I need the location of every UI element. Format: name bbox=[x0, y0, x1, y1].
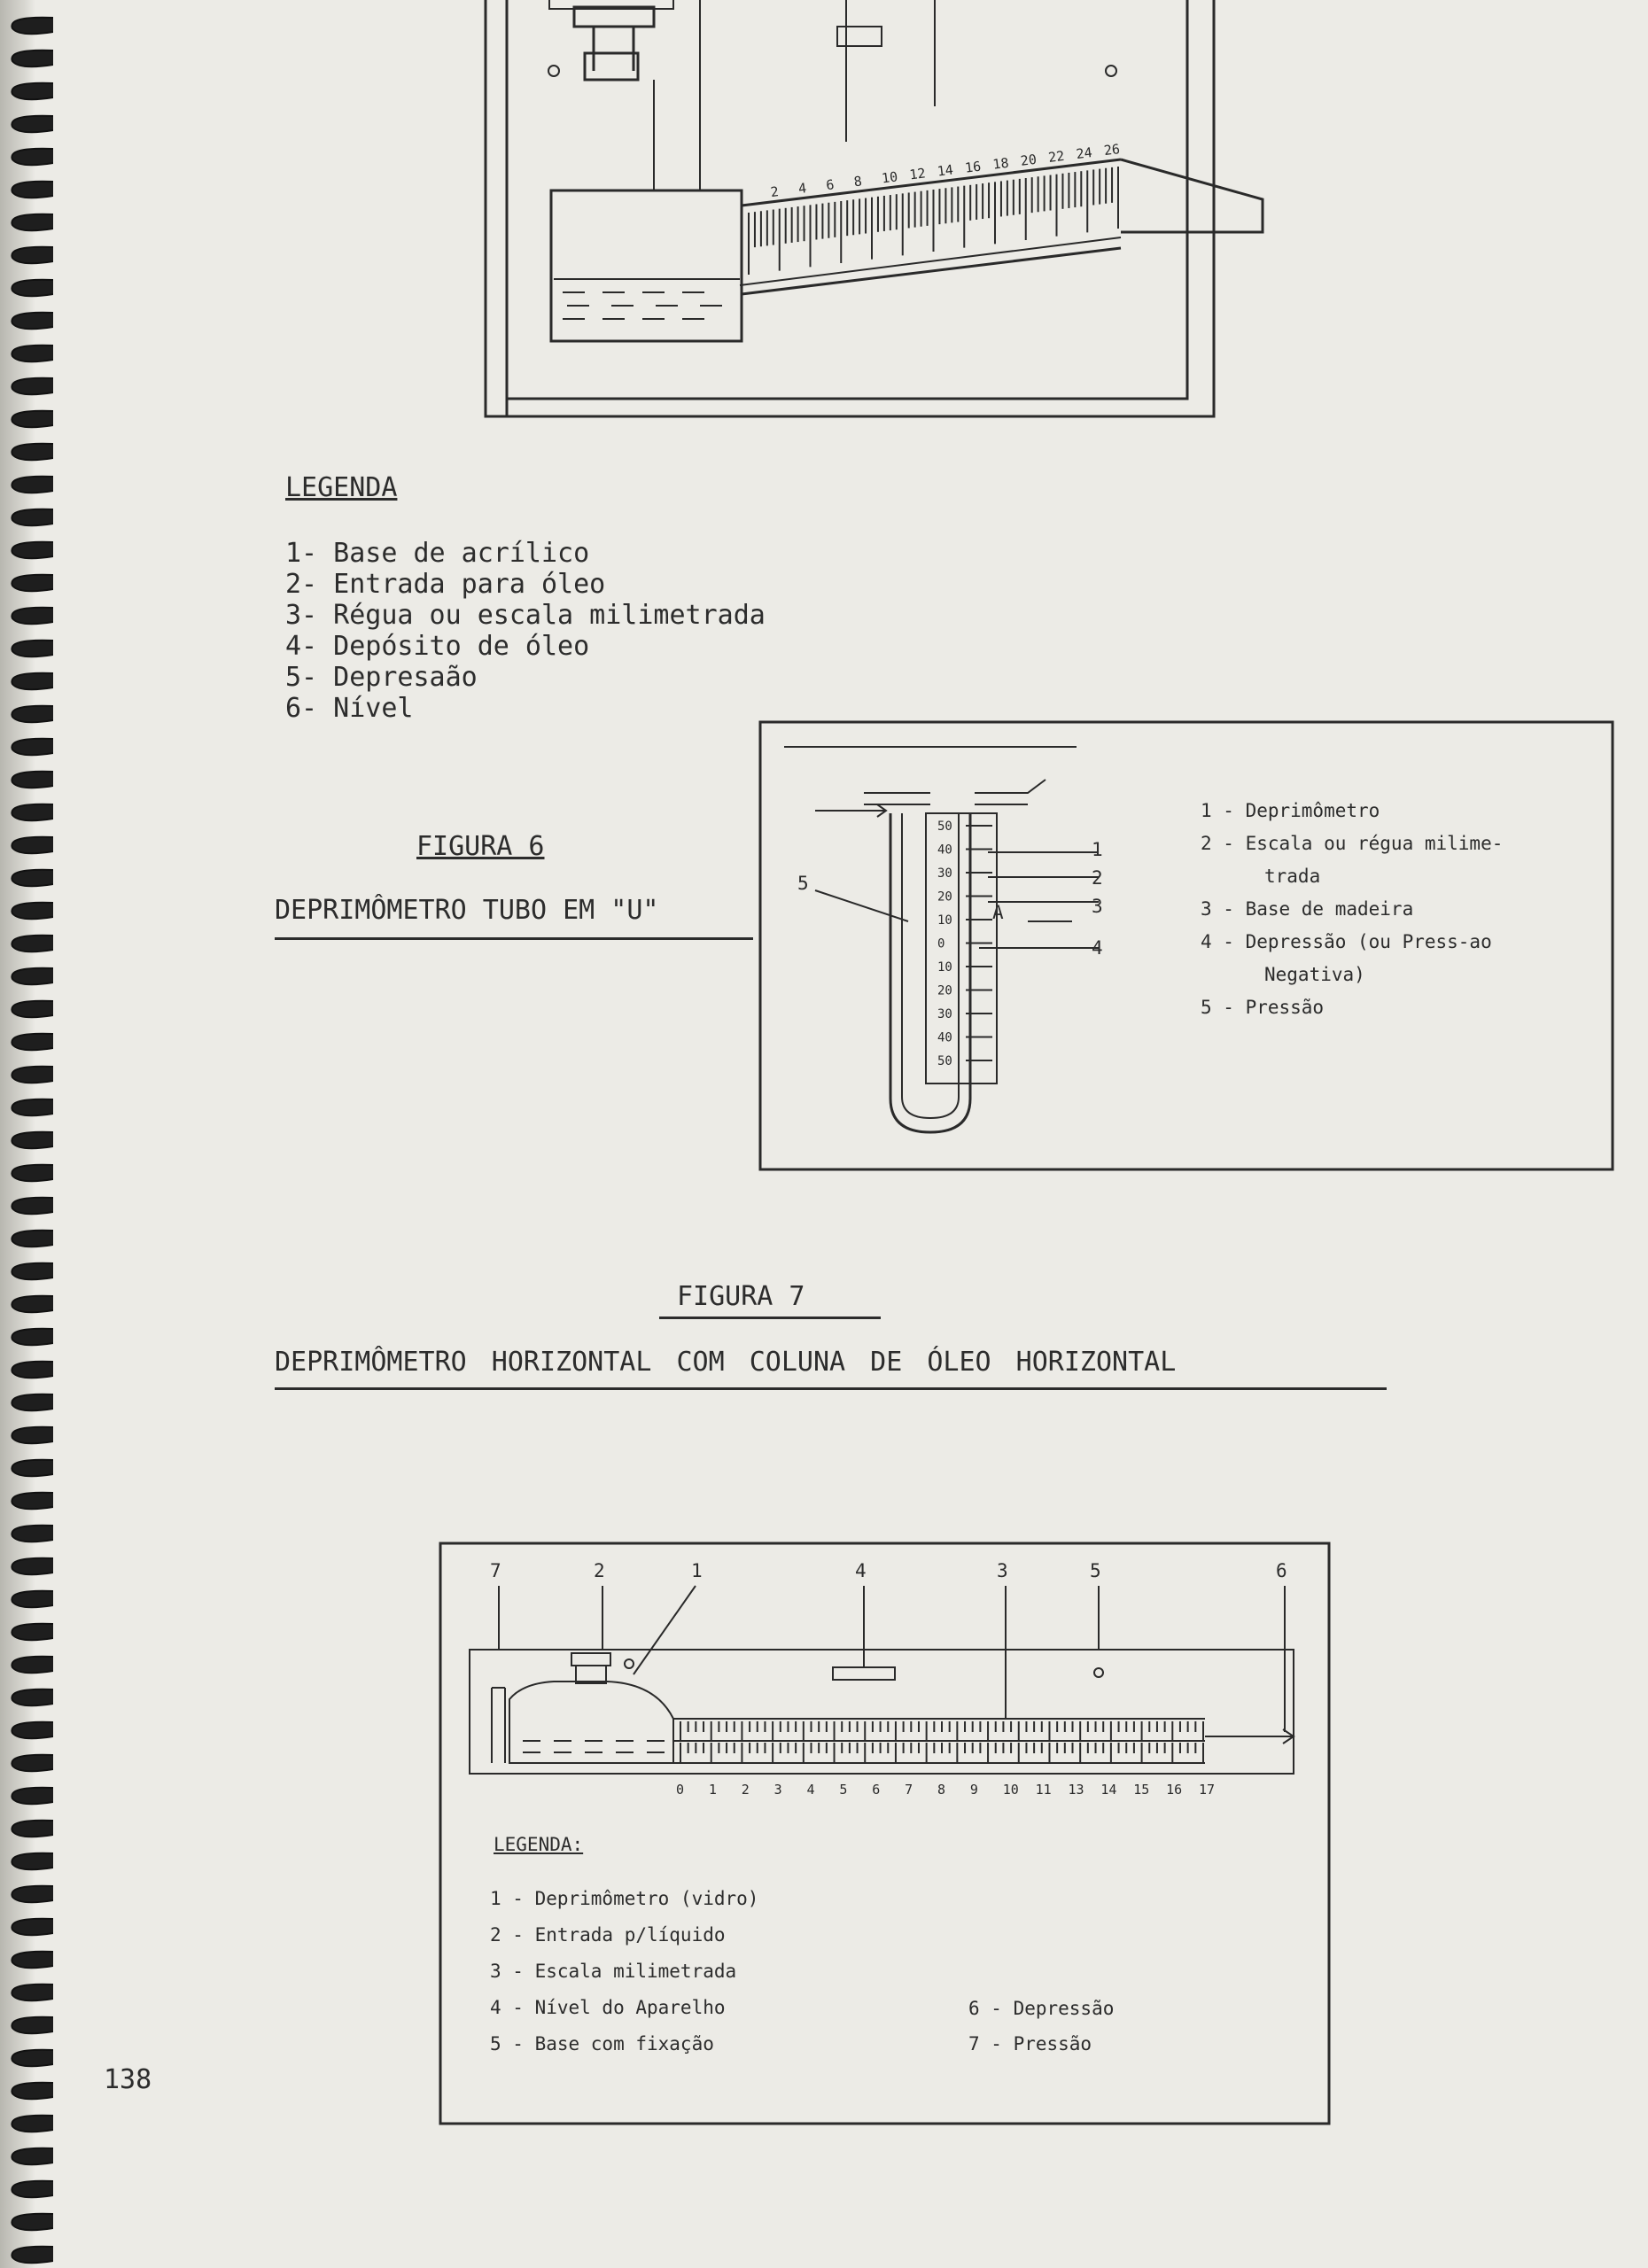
spiral-coil bbox=[12, 1919, 53, 1936]
legend-item: 2 - Escala ou régua milime- bbox=[1201, 833, 1504, 854]
scale-number: 0 bbox=[676, 1782, 685, 1798]
scale-number: 24 bbox=[1075, 144, 1093, 163]
spiral-coil bbox=[12, 1821, 53, 1837]
spiral-coil bbox=[12, 1427, 53, 1444]
spiral-coil bbox=[12, 2116, 53, 2132]
spiral-coil bbox=[12, 444, 53, 461]
spiral-coil bbox=[12, 280, 53, 297]
scale-number: 18 bbox=[991, 154, 1010, 173]
u-callout-2: 2 bbox=[1092, 867, 1103, 889]
u-scale-number: 10 bbox=[937, 960, 952, 975]
spiral-coil bbox=[12, 772, 53, 788]
fig7-callout-4: 4 bbox=[855, 1560, 867, 1581]
spiral-coil bbox=[12, 182, 53, 198]
spiral-coil bbox=[12, 1722, 53, 1739]
spiral-coil bbox=[12, 1231, 53, 1247]
u-scale-number: 0 bbox=[937, 936, 945, 951]
scale-number: 14 bbox=[936, 161, 954, 180]
spiral-coil bbox=[12, 378, 53, 395]
fig7-callout-1: 1 bbox=[691, 1560, 703, 1581]
spiral-binding bbox=[0, 0, 53, 2268]
spiral-coil bbox=[12, 116, 53, 133]
scale-number: 6 bbox=[825, 176, 836, 194]
spiral-coil bbox=[12, 1263, 53, 1280]
u-inner-label: A bbox=[992, 902, 1004, 923]
scale-number: 13 bbox=[1068, 1782, 1084, 1798]
fig7-callout-7: 7 bbox=[490, 1560, 501, 1581]
spiral-coil bbox=[12, 1886, 53, 1903]
spiral-coil bbox=[12, 2017, 53, 2034]
u-callout-3: 3 bbox=[1092, 896, 1103, 917]
spiral-coil bbox=[12, 1296, 53, 1313]
legend-item: 3 - Escala milimetrada bbox=[490, 1961, 737, 1982]
scale-number: 2 bbox=[741, 1782, 750, 1798]
scale-number: 22 bbox=[1047, 147, 1066, 166]
spiral-coil bbox=[12, 739, 53, 756]
spiral-coil bbox=[12, 509, 53, 526]
scale-number: 3 bbox=[773, 1782, 782, 1798]
legend-item: 7 - Pressão bbox=[968, 2033, 1092, 2054]
page-number: 138 bbox=[104, 2064, 152, 2095]
scale-number: 26 bbox=[1102, 141, 1122, 159]
spiral-coil bbox=[12, 1952, 53, 1969]
legend-item: Negativa) bbox=[1264, 964, 1365, 985]
scale-number: 9 bbox=[969, 1782, 978, 1798]
legend-item: 2 - Entrada p/líquido bbox=[490, 1924, 726, 1946]
spiral-coil bbox=[12, 2083, 53, 2100]
spiral-coil bbox=[12, 477, 53, 493]
spiral-coil bbox=[12, 903, 53, 920]
spiral-coil bbox=[12, 1198, 53, 1215]
legend-item: 3 - Base de madeira bbox=[1201, 898, 1414, 920]
figure7-legend-left bbox=[490, 1885, 758, 2057]
figure7-legend-right bbox=[968, 1995, 1114, 2057]
spiral-coil bbox=[12, 1657, 53, 1674]
spiral-coil bbox=[12, 1558, 53, 1575]
scale-number: 6 bbox=[872, 1782, 881, 1798]
legend-item: trada bbox=[1264, 866, 1321, 887]
scale-number: 17 bbox=[1199, 1782, 1216, 1798]
figure6-title: DEPRIMÔMETRO TUBO EM "U" bbox=[275, 895, 659, 926]
u-callout-1: 1 bbox=[1092, 839, 1103, 860]
u-scale-number: 40 bbox=[937, 843, 952, 858]
spiral-coil bbox=[12, 83, 53, 100]
scale-number: 5 bbox=[839, 1782, 848, 1798]
spiral-coil bbox=[12, 673, 53, 690]
legend-item: 5- Depresaão bbox=[285, 662, 478, 693]
spiral-coil bbox=[12, 1624, 53, 1641]
u-scale-number: 50 bbox=[937, 1054, 952, 1068]
u-callout-5: 5 bbox=[797, 873, 809, 894]
scale-number: 15 bbox=[1133, 1782, 1150, 1798]
u-callout-4: 4 bbox=[1092, 937, 1103, 959]
scale-number: 20 bbox=[1019, 151, 1038, 169]
fig7-callout-3: 3 bbox=[997, 1560, 1008, 1581]
spiral-coil bbox=[12, 2181, 53, 2198]
spiral-coil bbox=[12, 1755, 53, 1772]
spiral-coil bbox=[12, 1067, 53, 1084]
spiral-coil bbox=[12, 1460, 53, 1477]
fig7-callout-2: 2 bbox=[594, 1560, 605, 1581]
scale-number: 14 bbox=[1100, 1782, 1117, 1798]
spiral-coil bbox=[12, 870, 53, 887]
spiral-coil bbox=[12, 346, 53, 362]
u-scale-number: 40 bbox=[937, 1030, 952, 1045]
scale-number: 16 bbox=[1166, 1782, 1183, 1798]
u-scale-number: 30 bbox=[937, 1007, 952, 1021]
scale-number: 10 bbox=[881, 168, 899, 187]
spiral-coil bbox=[12, 1853, 53, 1870]
spiral-coil bbox=[12, 1591, 53, 1608]
legend-item: 3- Régua ou escala milimetrada bbox=[285, 600, 766, 631]
scale-number: 4 bbox=[806, 1782, 815, 1798]
spiral-coil bbox=[12, 1394, 53, 1411]
u-scale-number: 20 bbox=[937, 983, 952, 998]
spiral-coil bbox=[12, 1329, 53, 1346]
legend-item: 1- Base de acrílico bbox=[285, 538, 590, 569]
spiral-coil bbox=[12, 1362, 53, 1379]
spiral-coil bbox=[12, 2247, 53, 2264]
spiral-coil bbox=[12, 149, 53, 166]
scale-number: 11 bbox=[1035, 1782, 1052, 1798]
spiral-coil bbox=[12, 968, 53, 985]
spiral-coil bbox=[12, 2050, 53, 2067]
legend-item: 4 - Nível do Aparelho bbox=[490, 1997, 726, 2018]
spiral-coil bbox=[12, 1788, 53, 1805]
fig7-callout-6: 6 bbox=[1276, 1560, 1287, 1581]
scale-number: 7 bbox=[905, 1782, 913, 1798]
legend-item: 1 - Deprimômetro (vidro) bbox=[490, 1888, 759, 1909]
u-scale-number: 50 bbox=[937, 819, 952, 834]
spiral-coil bbox=[12, 706, 53, 723]
legend-item: 2- Entrada para óleo bbox=[285, 569, 606, 600]
u-scale-number: 20 bbox=[937, 889, 952, 905]
spiral-coil bbox=[12, 1001, 53, 1018]
spiral-coil bbox=[12, 2214, 53, 2231]
spiral-coil bbox=[12, 837, 53, 854]
figure7-title: DEPRIMÔMETRO HORIZONTAL COM COLUNA DE ÓLEO HORIZONTAL bbox=[275, 1347, 1177, 1378]
figure6-caption: FIGURA 6 bbox=[416, 831, 545, 862]
scale-number: 8 bbox=[852, 173, 863, 190]
fig7-callout-5: 5 bbox=[1090, 1560, 1101, 1581]
spiral-coil bbox=[12, 1689, 53, 1706]
spiral-coil bbox=[12, 411, 53, 428]
legend-item: 5 - Base com fixação bbox=[490, 2033, 714, 2054]
spiral-coil bbox=[12, 1165, 53, 1182]
spiral-coil bbox=[12, 214, 53, 231]
spiral-coil bbox=[12, 313, 53, 330]
legend-item: 4 - Depressão (ou Press-ao bbox=[1201, 931, 1492, 952]
spiral-coil bbox=[12, 2148, 53, 2165]
figure7-legend-title: LEGENDA: bbox=[494, 1834, 584, 1855]
scale-number: 4 bbox=[797, 180, 808, 198]
u-scale-number: 10 bbox=[937, 913, 952, 928]
spiral-coil bbox=[12, 50, 53, 67]
spiral-coil bbox=[12, 608, 53, 625]
scale-number: 1 bbox=[708, 1782, 717, 1798]
u-scale-number: 30 bbox=[937, 866, 952, 881]
spiral-coil bbox=[12, 542, 53, 559]
spiral-coil bbox=[12, 1132, 53, 1149]
spiral-coil bbox=[12, 1526, 53, 1542]
spiral-coil bbox=[12, 575, 53, 592]
legend-item: 4- Depósito de óleo bbox=[285, 631, 590, 662]
spiral-coil bbox=[12, 1493, 53, 1510]
scale-number: 2 bbox=[769, 183, 780, 201]
scale-number: 10 bbox=[1002, 1782, 1019, 1798]
legend-item: 6 - Depressão bbox=[968, 1998, 1115, 2019]
legend-item: 1 - Deprimômetro bbox=[1201, 800, 1380, 821]
spiral-coil bbox=[12, 641, 53, 657]
figure7-caption: FIGURA 7 bbox=[677, 1281, 805, 1312]
scale-number: 12 bbox=[908, 165, 927, 183]
scale-number: 8 bbox=[937, 1782, 946, 1798]
spiral-coil bbox=[12, 1034, 53, 1051]
spiral-coil bbox=[12, 1984, 53, 2001]
spiral-coil bbox=[12, 936, 53, 952]
spiral-coil bbox=[12, 18, 53, 35]
spiral-coil bbox=[12, 247, 53, 264]
legend-item: 6- Nível bbox=[285, 693, 414, 724]
legend-item: 5 - Pressão bbox=[1201, 997, 1325, 1018]
spiral-coil bbox=[12, 804, 53, 821]
scale-number: 16 bbox=[964, 158, 983, 176]
figure6-legend-title: LEGENDA bbox=[285, 472, 398, 503]
spiral-coil bbox=[12, 1099, 53, 1116]
